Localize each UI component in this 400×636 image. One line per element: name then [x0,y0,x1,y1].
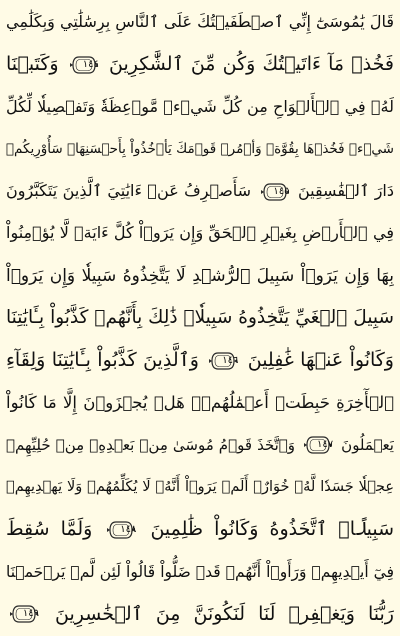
text-line [6,131,394,167]
verse-text: وَكَانُواْ عَنۡهَا غَٰفِلِينَ [247,349,394,372]
text-line [6,554,394,590]
verse-text: سَبِيلَ ٱلۡغَيِّ يَتَّخِذُوهُ سَبِيلٗاۚ ذَٰلِكَ بِأَنَّهُمۡ كَذَّبُواْ بِـَٔايَٰتِنَا [6,306,394,328]
verse-text: يَعۡمَلُونَ [341,435,394,454]
ayah-number: ١٤٨ [120,523,137,535]
verse-text: فَخُذۡ مَآ ءَاتَيۡتُكَ وَكُن مِّنَ ٱلشَّٰكِرِينَ [109,53,394,76]
text-line [6,511,394,547]
ayah-number: ١٤٧ [316,439,334,451]
verse-text: عِجۡلٗا جَسَدٗا لَّهُۥ خُوَارٌۚ أَلَمۡ يَرَوۡاْ أَنَّهُۥ لَا يُكَلِّمُهُمۡ وَلَا يَهۡدِيهِمۡ [6,479,394,496]
text-line [6,89,394,125]
text-line [6,385,394,421]
verse-text: شَيۡءٖ فَخُذۡهَا بِقُوَّةٖ وَأۡمُرۡ قَوۡمَكَ يَأۡخُذُواْ بِأَحۡسَنِهَاۚ سَأُوْرِيكُمۡ [6,140,394,157]
verse-text: رَبُّنَا وَيَغۡفِرۡ لَنَا لَنَكُونَنَّ مِنَ ٱلۡخَٰسِرِينَ [55,602,394,625]
verse-text: قَالَ يَٰمُوسَىٰٓ إِنِّي ٱصۡطَفَيۡتُكَ عَلَى ٱلنَّاسِ بِرِسَٰلَٰتِي وَبِكَلَٰمِي [6,12,394,31]
verse-text: ٱلۡأٓخِرَةِ حَبِطَتۡ أَعۡمَٰلُهُمۡۚ هَلۡ يُجۡزَوۡنَ إِلَّا مَا كَانُواْ [6,392,394,412]
verse-text: دَارَ ٱلۡفَٰسِقِينَ [297,181,394,201]
verse-text: لَهُۥ فِي ٱلۡأَلۡوَاحِ مِن كُلِّ شَيۡءٖ مَّوۡعِظَةٗ وَتَفۡصِيلٗا لِّكُلِّ [6,96,394,116]
text-line [6,596,394,632]
text-line [6,46,394,82]
ayah-number-marker [9,604,39,624]
text-line [6,427,394,463]
verse-text: وَلَمَّا سُقِطَ [6,518,93,541]
text-line [6,4,394,40]
verse-text: وَكَتَبۡنَا [6,53,59,76]
text-line [6,215,394,251]
verse-text: سَأَصۡرِفُ عَنۡ ءَايَٰتِيَ ٱلَّذِينَ يَتَكَبَّرُونَ [6,181,252,201]
text-line [6,300,394,336]
ayah-number-marker [106,520,136,540]
verse-text: بِهَا وَإِن يَرَوۡاْ سَبِيلَ ٱلرُّشۡدِ لَا يَتَّخِذُوهُ سَبِيلٗا وَإِن يَرَوۡاْ [6,265,394,286]
text-line [6,173,394,209]
ayah-number-marker [208,351,238,371]
text-line [6,469,394,505]
ayah-number: ١٤٩ [22,608,39,620]
verse-text: سَبِيلًاۘ ٱتَّخَذُوهُ وَكَانُواْ ظَٰلِمِينَ [150,518,394,541]
ayah-number: ١٤٦ [222,354,239,366]
ayah-number: ١٤٤ [82,58,99,70]
ayah-number-marker [303,435,333,455]
verse-text: وَٱلَّذِينَ كَذَّبُواْ بِـَٔايَٰتِنَا وَلِقَآءِ [6,349,199,372]
ayah-number-marker [69,55,99,75]
verse-text: وَٱتَّخَذَ قَوۡمُ مُوسَىٰ مِنۢ بَعۡدِهِۦ مِنۡ حُلِيِّهِمۡ [6,435,296,454]
quran-text-block [6,4,394,632]
text-line [6,258,394,294]
verse-text: فِي ٱلۡأَرۡضِ بِغَيۡرِ ٱلۡحَقِّ وَإِن يَرَوۡاْ كُلَّ ءَايَةٖ لَّا يُؤۡمِنُواْ [6,223,394,243]
ayah-number: ١٤٥ [273,185,290,197]
text-line [6,342,394,378]
ayah-number-marker [260,182,290,202]
verse-text: فِيٓ أَيۡدِيهِمۡ وَرَأَوۡاْ أَنَّهُمۡ قَدۡ ضَلُّواْ قَالُواْ لَئِن لَّمۡ يَرۡحَمۡنَا [6,562,394,581]
